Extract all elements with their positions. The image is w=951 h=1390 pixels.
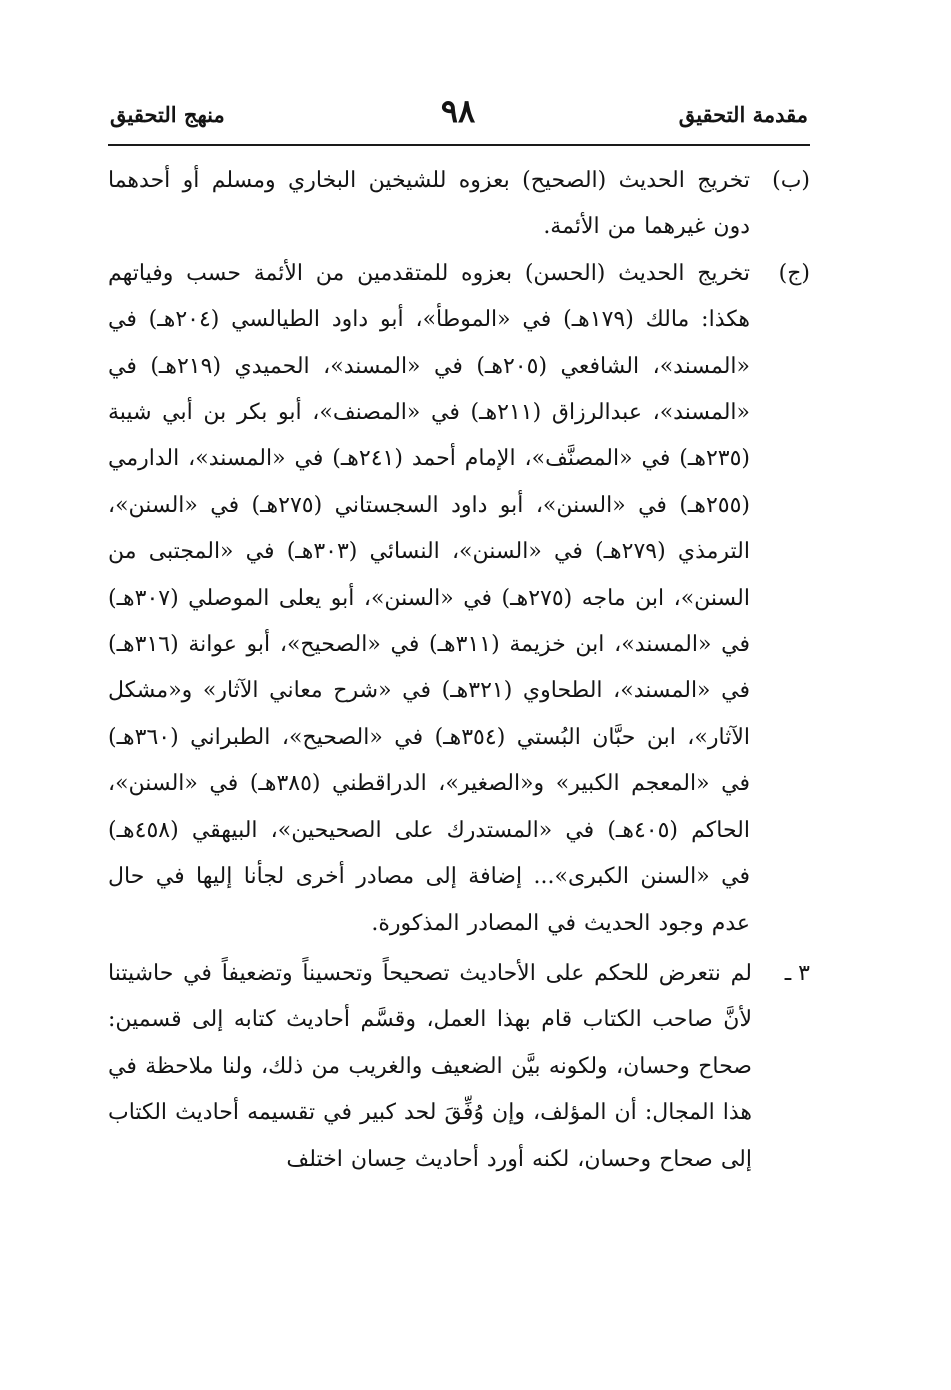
list-item-3 bbox=[108, 951, 810, 1183]
page-body bbox=[108, 158, 810, 1183]
section-title: منهج التحقيق bbox=[110, 102, 225, 127]
item-marker: (ج) bbox=[778, 260, 810, 286]
item-text: تخريج الحديث (الحسن) بعزوه للمتقدمين من الأئمة حسب وفياتهم هكذا: مالك (١٧٩هـ) في «الموطأ»، أبو داود الطيالسي (٢٠٤هـ) في «المسند»، الشافعي (٢٠٥هـ) في «المسند»، الحميدي (٢١٩هـ) في «المسند»، عبدالرزاق (٢١١هـ) في «المصنف»، أبو بكر بن أبي شيبة (٢٣٥هـ) في «المصنَّف»، الإمام أحمد (٢٤١هـ) في «المسند»، الدارمي (٢٥٥هـ) في «السنن»، أبو داود السجستاني (٢٧٥هـ) في «السنن»، الترمذي (٢٧٩هـ) في «السنن»، النسائي (٣٠٣هـ) في «المجتبى من السنن»، ابن ماجه (٢٧٥هـ) في «السنن»، أبو يعلى الموصلي (٣٠٧هـ) في «المسند»، ابن خزيمة (٣١١هـ) في «الصحيح»، أبو عوانة (٣١٦هـ) في «المسند»، الطحاوي (٣٢١هـ) في «شرح معاني الآثار» و«مشكل الآثار»، ابن حبَّان البُستي (٣٥٤هـ) في «الصحيح»، الطبراني (٣٦٠هـ) في «المعجم الكبير» و«الصغير»، الدراقطني (٣٨٥هـ) في «السنن»، الحاكم (٤٠٥هـ) في «المستدرك على الصحيحين»، البيهقي (٤٥٨هـ) في «السنن الكبرى»... إضافة إلى مصادر أخرى لجأنا إليها في حال عدم وجود الحديث في المصادر المذكورة. bbox=[108, 260, 751, 936]
chapter-title: مقدمة التحقيق bbox=[678, 102, 808, 127]
item-text: لم نتعرض للحكم على الأحاديث تصحيحاً وتحسيناً وتضعيفاً في حاشيتنا لأنَّ صاحب الكتاب قام بهذا العمل، وقسَّم أحاديث كتابه إلى قسمين: صحاح وحسان، ولكونه بيَّن الضعيف والغريب من ذلك، ولنا ملاحظة في هذا المجال: أن المؤلف، وإن وُفِّقَ لحد كبير في تقسيمه أحاديث الكتاب إلى صحاح وحسان، لكنه أورد أحاديث حِسان اختلف bbox=[108, 960, 752, 1172]
list-item-b bbox=[108, 158, 810, 251]
item-text: تخريج الحديث (الصحيح) بعزوه للشيخين البخاري ومسلم أو أحدهما دون غيرهما من الأئمة. bbox=[108, 168, 750, 240]
page-header bbox=[108, 92, 808, 140]
page-number: ٩٨ bbox=[440, 92, 476, 130]
item-marker: ٣ ـ bbox=[784, 960, 810, 986]
header-divider bbox=[108, 144, 810, 146]
item-marker: (ب) bbox=[772, 168, 810, 193]
list-item-j bbox=[108, 251, 810, 947]
